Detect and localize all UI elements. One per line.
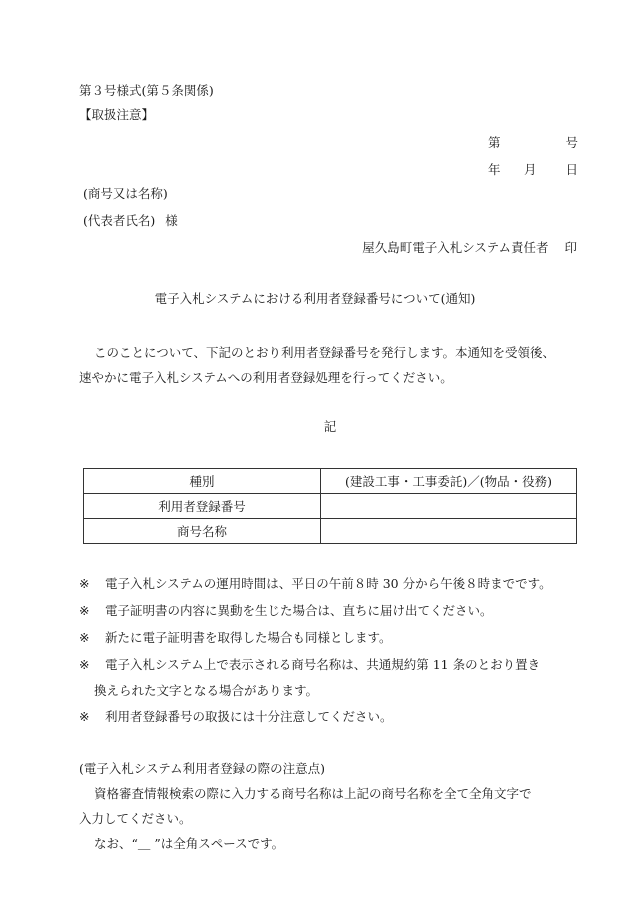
note-mark: ※ [79,576,90,591]
table-row [84,469,577,494]
seal-mark: 印 [564,240,577,255]
date-month: 月 [524,162,537,177]
note-text: 電子入札システム上で表示される商号名称は、共通規約第 11 条のとおり置き [105,657,541,672]
note-text: 電子証明書の内容に異動を生じた場合は、直ちに届け出てください。 [105,603,493,618]
representative-label: (代表者氏名) [83,213,156,228]
recipient-company: (商号又は名称) [83,186,168,201]
ki-heading: 記 [323,419,337,434]
row-label-user-id: 利用者登録番号 [84,494,321,519]
note-item [79,709,393,724]
form-number: 第３号様式(第５条関係) [79,83,214,98]
note-mark: ※ [79,603,90,618]
document-date [488,162,578,177]
handling-notice: 【取扱注意】 [79,107,155,122]
registration-table [83,468,577,544]
document-number [488,135,578,150]
body-line-2: 速やかに電子入札システムへの利用者登録処理を行ってください。 [79,370,453,385]
table-row [84,519,577,544]
caution-heading: (電子入札システム利用者登録の際の注意点) [79,761,326,776]
document-number-suffix: 号 [565,135,578,150]
row-label-company-name: 商号名称 [84,519,321,544]
note-text: 新たに電子証明書を取得した場合も同様とします。 [105,630,392,645]
note-continuation: 換えられた文字となる場合があります。 [94,683,319,698]
honorific: 様 [165,213,178,228]
row-value-company-name [321,519,577,544]
body-line-1: このことについて、下記のとおり利用者登録番号を発行します。本通知を受領後、 [94,345,556,360]
sender [362,240,577,255]
table-row [84,494,577,519]
note-item [79,657,540,672]
document-number-prefix: 第 [488,135,501,150]
date-day: 日 [565,162,578,177]
row-value-user-id [321,494,577,519]
sender-title: 屋久島町電子入札システム責任者 [362,240,549,255]
note-mark: ※ [79,657,90,672]
note-text: 利用者登録番号の取扱には十分注意してください。 [105,709,393,724]
date-year: 年 [488,162,501,177]
document-subject: 電子入札システムにおける利用者登録番号について(通知) [154,291,476,306]
note-item [79,576,552,591]
note-item [79,630,392,645]
row-value-type: (建設工事・工事委託)／(物品・役務) [321,469,577,494]
note-mark: ※ [79,709,90,724]
recipient-representative [83,213,178,228]
caution-line-1: 資格審査情報検索の際に入力する商号名称は上記の商号名称を全て全角文字で [94,786,532,801]
caution-line-2: 入力してください。 [79,811,192,826]
note-text: 電子入札システムの運用時間は、平日の午前８時 30 分から午後８時までです。 [105,576,552,591]
note-mark: ※ [79,630,90,645]
note-item [79,603,493,618]
row-label-type: 種別 [84,469,321,494]
caution-line-3: なお、“＿ ”は全角スペースです。 [94,836,285,851]
